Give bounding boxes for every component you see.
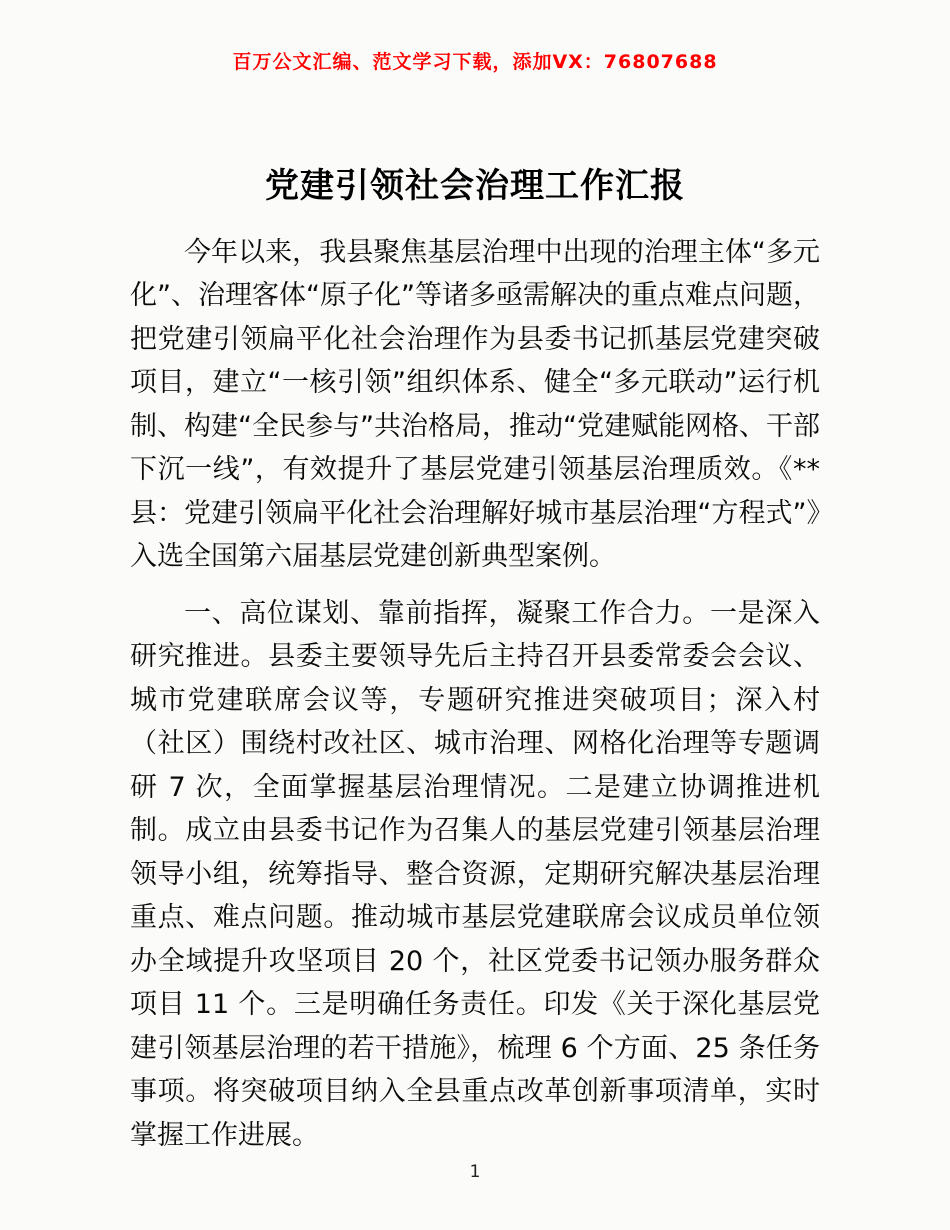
page-number: 1 [469, 1162, 481, 1182]
document-title: 党建引领社会治理工作汇报 [265, 166, 685, 206]
body-paragraph: 一、高位谋划、靠前指挥，凝聚工作合力。一是深入研究推进。县委主要领导先后主持召开县委常委会会议、城市党建联席会议等，专题研究推进突破项目；深入村（社区）围绕村改社区、城市治理、网格化治理等专题调研 7 次，全面掌握基层治理情况。二是建立协调推进机制。成立由县委书记作为召集人的基层党建引领基层治理领导小组，统筹指导、整合资源，定期研究解决基层治理重点、难点问题。推动城市基层党建联席会议成员单位领办全域提升攻坚项目 20 个，社区党委书记领办服务群众项目 11 个。三是明确任务责任。印发《关于深化基层党建引领基层治理的若干措施》，梳理 6 个方面、25 条任务事项。将突破项目纳入全县重点改革创新事项清单，实时掌握工作进展。 [130, 597, 820, 1151]
header-notice: 百万公文汇编、范文学习下载，添加VX：76807688 [232, 51, 718, 73]
body-paragraph: 今年以来，我县聚焦基层治理中出现的治理主体“多元化”、治理客体“原子化”等诸多亟需解决的重点难点问题，把党建引领扁平化社会治理作为县委书记抓基层党建突破项目，建立“一核引领”组织体系、健全“多元联动”运行机制、构建“全民参与”共治格局，推动“党建赋能网格、干部下沉一线”，有效提升了基层党建引领基层治理质效。《**县：党建引领扁平化社会治理解好城市基层治理“方程式”》入选全国第六届基层党建创新典型案例。 [130, 236, 820, 573]
document-body [130, 231, 820, 1158]
